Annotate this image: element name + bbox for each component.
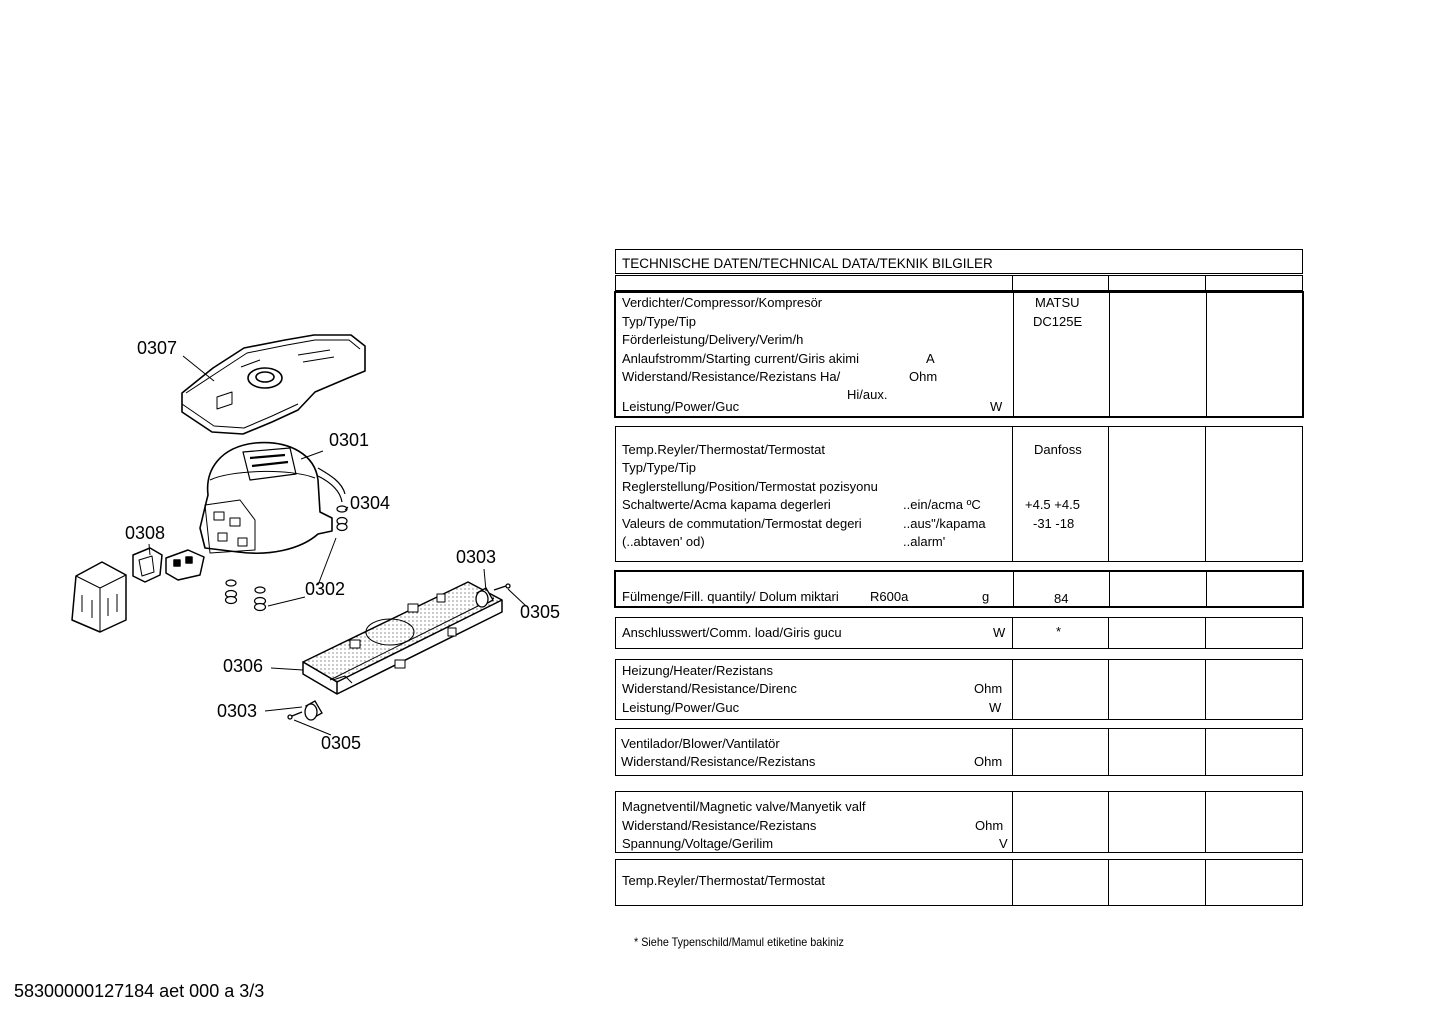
valve-voltage-label: Spannung/Voltage/Gerilim [622, 836, 774, 851]
connected-load-unit: W [993, 625, 1006, 640]
resistance-aux-label: Hi/aux. [847, 387, 888, 402]
resistance-main-label: Widerstand/Resistance/Rezistans Ha/ [622, 369, 841, 384]
thermostat-section [615, 426, 1303, 562]
callout-0305-right: 0305 [520, 602, 561, 622]
fill-quantity-section [614, 570, 1304, 608]
relay-part-0308 [72, 548, 204, 632]
callout-0306: 0306 [223, 656, 264, 676]
switch-off-sub: ..aus"/kapama [903, 516, 986, 531]
callout-0301: 0301 [329, 430, 370, 450]
compressor-make-value: MATSU [1035, 295, 1080, 310]
switch-commutation-label: Valeurs de commutation/Termostat degeri [622, 516, 862, 531]
thermostat-position-label: Reglerstellung/Position/Termostat pozisyonu [622, 479, 878, 494]
fill-quantity-label: Fülmenge/Fill. quantily/ Dolum miktari [622, 589, 839, 604]
switch-on-value: +4.5 +4.5 [1025, 497, 1080, 512]
table-title: TECHNISCHE DATEN/TECHNICAL DATA/TEKNIK BILGILER [622, 256, 993, 271]
compressor-type-label: Typ/Type/Tip [622, 314, 696, 329]
valve-voltage-unit: V [999, 836, 1008, 851]
parts-drawing [0, 0, 600, 1019]
resistance-main-unit: Ohm [909, 369, 938, 384]
thermostat-make-value: Danfoss [1034, 442, 1082, 457]
callout-0303-bottom: 0303 [217, 701, 258, 721]
callout-0308: 0308 [125, 523, 166, 543]
exploded-parts-diagram [0, 0, 600, 1019]
cover-part-0307 [182, 335, 365, 434]
grommet-part-0302 [226, 580, 266, 611]
connected-load-label: Anschlusswert/Comm. load/Giris gucu [622, 625, 842, 640]
thermostat-2-section [615, 859, 1303, 906]
heater-power-unit: W [989, 700, 1002, 715]
heater-power-label: Leistung/Power/Guc [622, 700, 740, 715]
alarm-sub: ..alarm' [903, 534, 946, 549]
compressor-part-0301 [200, 443, 345, 554]
heater-label: Heizung/Heater/Rezistans [622, 663, 774, 678]
heater-resistance-unit: Ohm [974, 681, 1003, 696]
delivery-label: Förderleistung/Delivery/Verim/h [622, 332, 804, 347]
callout-0307: 0307 [137, 338, 178, 358]
document-id: 58300000127184 aet 000 a 3/3 [14, 981, 265, 1001]
switch-values-label: Schaltwerte/Acma kapama degerleri [622, 497, 831, 512]
switch-on-sub: ..ein/acma ºC [903, 497, 981, 512]
thermostat-2-label: Temp.Reyler/Thermostat/Termostat [622, 873, 826, 888]
table-title-row [615, 249, 1303, 274]
connected-load-value: * [1056, 624, 1062, 639]
power-label: Leistung/Power/Guc [622, 399, 740, 414]
magnet-valve-label: Magnetventil/Magnetic valve/Manyetik valf [622, 799, 866, 814]
compressor-label: Verdichter/Compressor/Kompresör [622, 295, 823, 310]
refrigerant-type: R600a [870, 589, 909, 604]
callout-0302: 0302 [305, 579, 346, 599]
valve-resistance-unit: Ohm [975, 818, 1004, 833]
blower-section [615, 728, 1303, 776]
callout-0303-top: 0303 [456, 547, 497, 567]
switch-off-value: -31 -18 [1033, 516, 1075, 531]
power-unit: W [990, 399, 1003, 414]
callout-0305-bottom: 0305 [321, 733, 362, 753]
valve-resistance-label: Widerstand/Resistance/Rezistans [622, 818, 817, 833]
callout-0304: 0304 [350, 493, 391, 513]
thermostat-type-label: Typ/Type/Tip [622, 460, 696, 475]
compressor-section [614, 291, 1304, 418]
heater-section [615, 659, 1303, 720]
starting-current-unit: A [926, 351, 935, 366]
fill-quantity-value: 84 [1054, 591, 1069, 606]
magnet-valve-section [615, 791, 1303, 853]
thermostat-label: Temp.Reyler/Thermostat/Termostat [622, 442, 826, 457]
defrost-label: (..abtaven' od) [622, 534, 705, 549]
blower-resistance-unit: Ohm [974, 754, 1003, 769]
starting-current-label: Anlaufstromm/Starting current/Giris akimi [622, 351, 859, 366]
blower-label: Ventilador/Blower/Vantilatör [621, 736, 780, 751]
heater-resistance-label: Widerstand/Resistance/Direnc [622, 681, 797, 696]
fill-quantity-unit: g [982, 589, 990, 604]
footnote: * Siehe Typenschild/Mamul etiketine bakiniz [634, 935, 844, 949]
table-header-row [615, 275, 1303, 291]
compressor-type-value: DC125E [1033, 314, 1083, 329]
blower-resistance-label: Widerstand/Resistance/Rezistans [621, 754, 816, 769]
connected-load-section [615, 617, 1303, 649]
